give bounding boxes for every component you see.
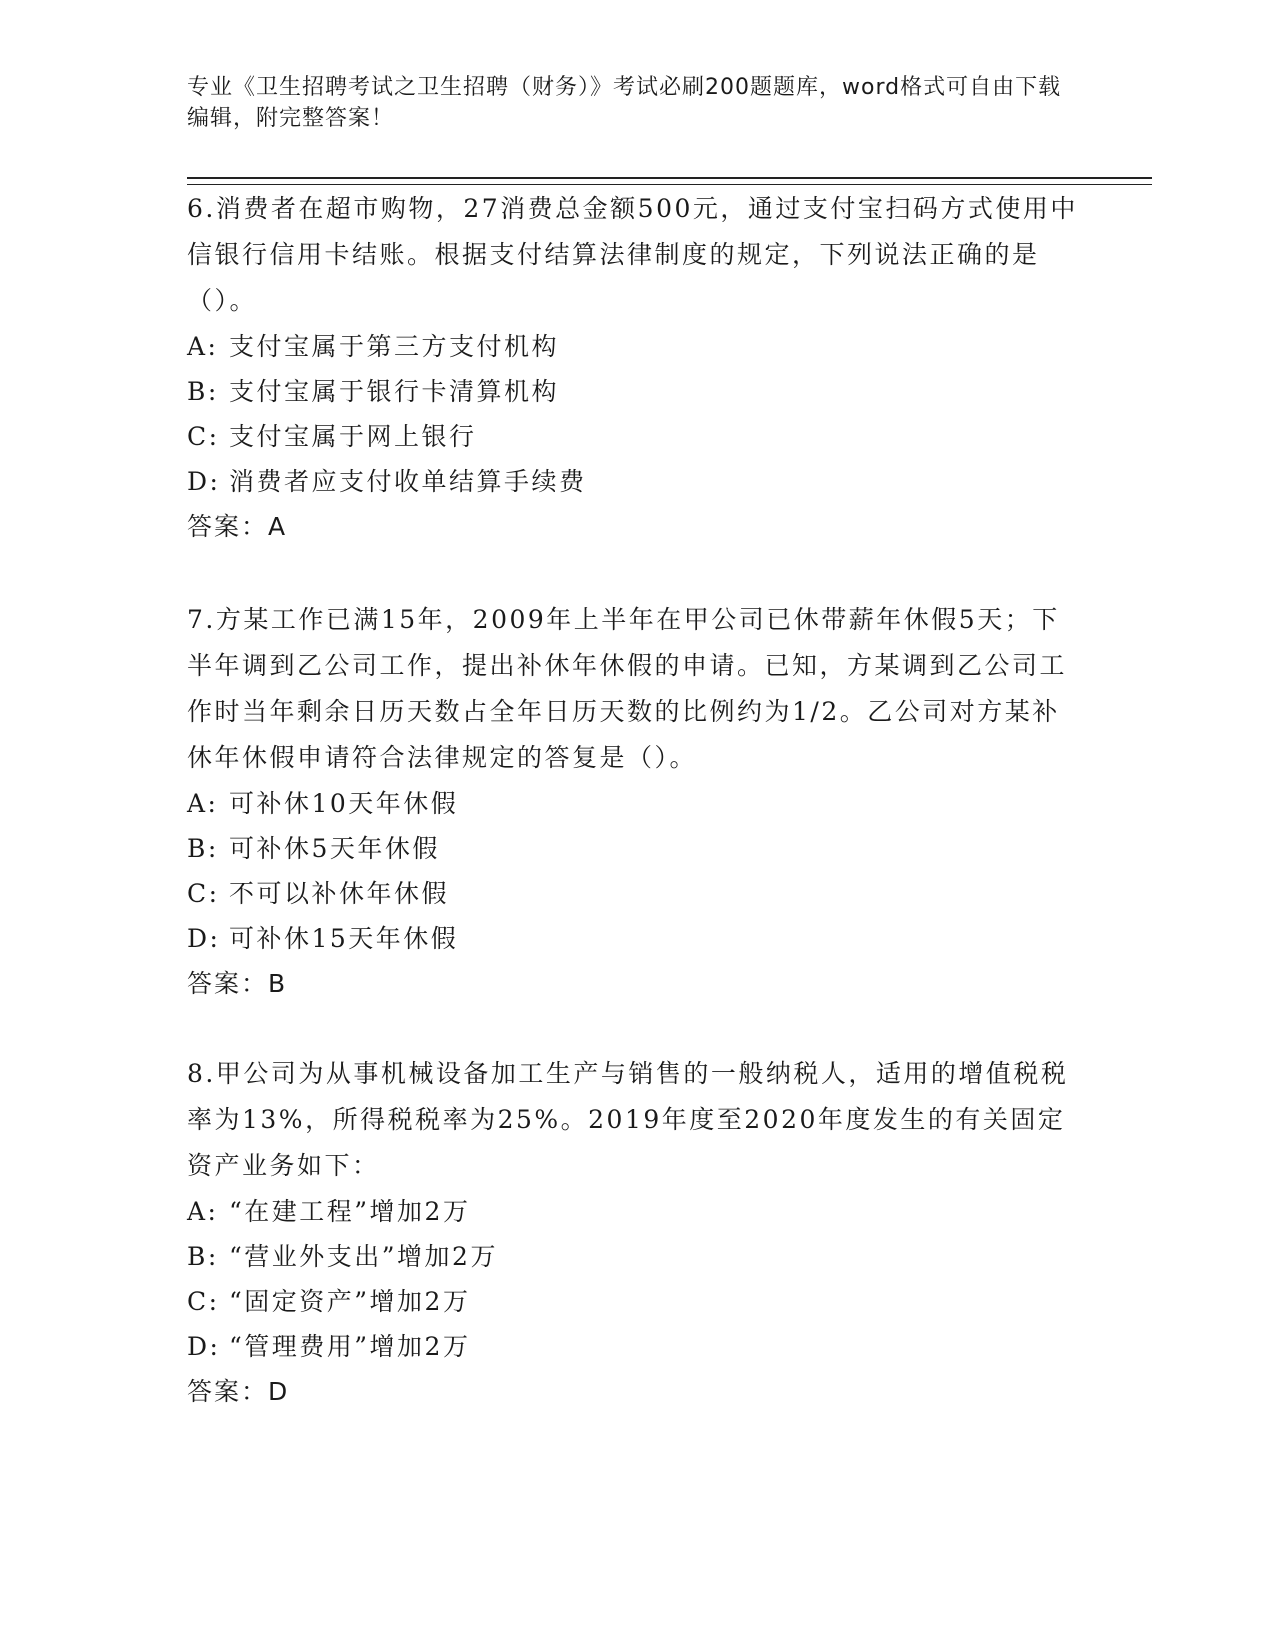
option-letter: B:: [187, 377, 219, 406]
option-letter: C:: [187, 879, 220, 908]
question-stem: 7.方某工作已满15年，2009年上半年在甲公司已休带薪年休假5天；下半年调到乙公司工作，提出补休年休假的申请。已知，方某调到乙公司工作时当年剩余日历天数占全年日历天数的比例约为1/2。乙公司对方某补休年休假申请符合法律规定的答复是（）。: [187, 605, 1068, 772]
option-letter: A:: [187, 789, 219, 818]
option-text: “在建工程”增加2万: [229, 1197, 471, 1226]
header-divider-thin: [187, 184, 1152, 185]
option-text: 支付宝属于网上银行: [229, 422, 477, 451]
option-letter: A:: [187, 1197, 219, 1226]
option-text: 可补休5天年休假: [229, 834, 440, 863]
option-text: 支付宝属于第三方支付机构: [229, 332, 560, 361]
option-d: [187, 916, 1087, 961]
option-letter: D:: [187, 1332, 221, 1361]
option-c: [187, 1279, 1087, 1324]
option-a: [187, 324, 1087, 369]
answer-line: 答案：B: [187, 969, 288, 998]
option-text: 可补休15天年休假: [229, 924, 459, 953]
question-stem: 8.甲公司为从事机械设备加工生产与销售的一般纳税人，适用的增值税税率为13%，所得税税率为25%。2019年度至2020年度发生的有关固定资产业务如下：: [187, 1059, 1069, 1180]
answer-line: 答案：D: [187, 1377, 290, 1406]
option-letter: C:: [187, 1287, 220, 1316]
option-letter: B:: [187, 1242, 219, 1271]
option-d: [187, 459, 1087, 504]
option-c: [187, 414, 1087, 459]
option-a: [187, 1189, 1087, 1234]
option-text: 可补休10天年休假: [229, 789, 459, 818]
question-7: [187, 597, 1087, 1007]
answer-line: 答案：A: [187, 512, 288, 541]
question-8: [187, 1051, 1087, 1415]
option-text: 不可以补休年休假: [229, 879, 450, 908]
option-letter: A:: [187, 332, 219, 361]
option-letter: D:: [187, 467, 221, 496]
question-stem: 6.消费者在超市购物，27消费总金额500元，通过支付宝扫码方式使用中信银行信用卡结账。根据支付结算法律制度的规定，下列说法正确的是（）。: [187, 194, 1078, 315]
option-text: “营业外支出”增加2万: [229, 1242, 498, 1271]
option-b: [187, 369, 1087, 414]
option-letter: D:: [187, 924, 221, 953]
option-text: 支付宝属于银行卡清算机构: [229, 377, 560, 406]
option-a: [187, 781, 1087, 826]
option-text: 消费者应支付收单结算手续费: [229, 467, 587, 496]
option-text: “固定资产”增加2万: [229, 1287, 471, 1316]
option-letter: B:: [187, 834, 219, 863]
question-6: [187, 186, 1087, 550]
option-b: [187, 1234, 1087, 1279]
option-letter: C:: [187, 422, 220, 451]
option-d: [187, 1324, 1087, 1369]
option-text: “管理费用”增加2万: [229, 1332, 471, 1361]
document-intro: 专业《卫生招聘考试之卫生招聘（财务）》考试必刷200题题库，word格式可自由下载编辑，附完整答案！: [187, 75, 1062, 131]
option-b: [187, 826, 1087, 871]
header-divider-thick: [187, 177, 1152, 179]
option-c: [187, 871, 1087, 916]
